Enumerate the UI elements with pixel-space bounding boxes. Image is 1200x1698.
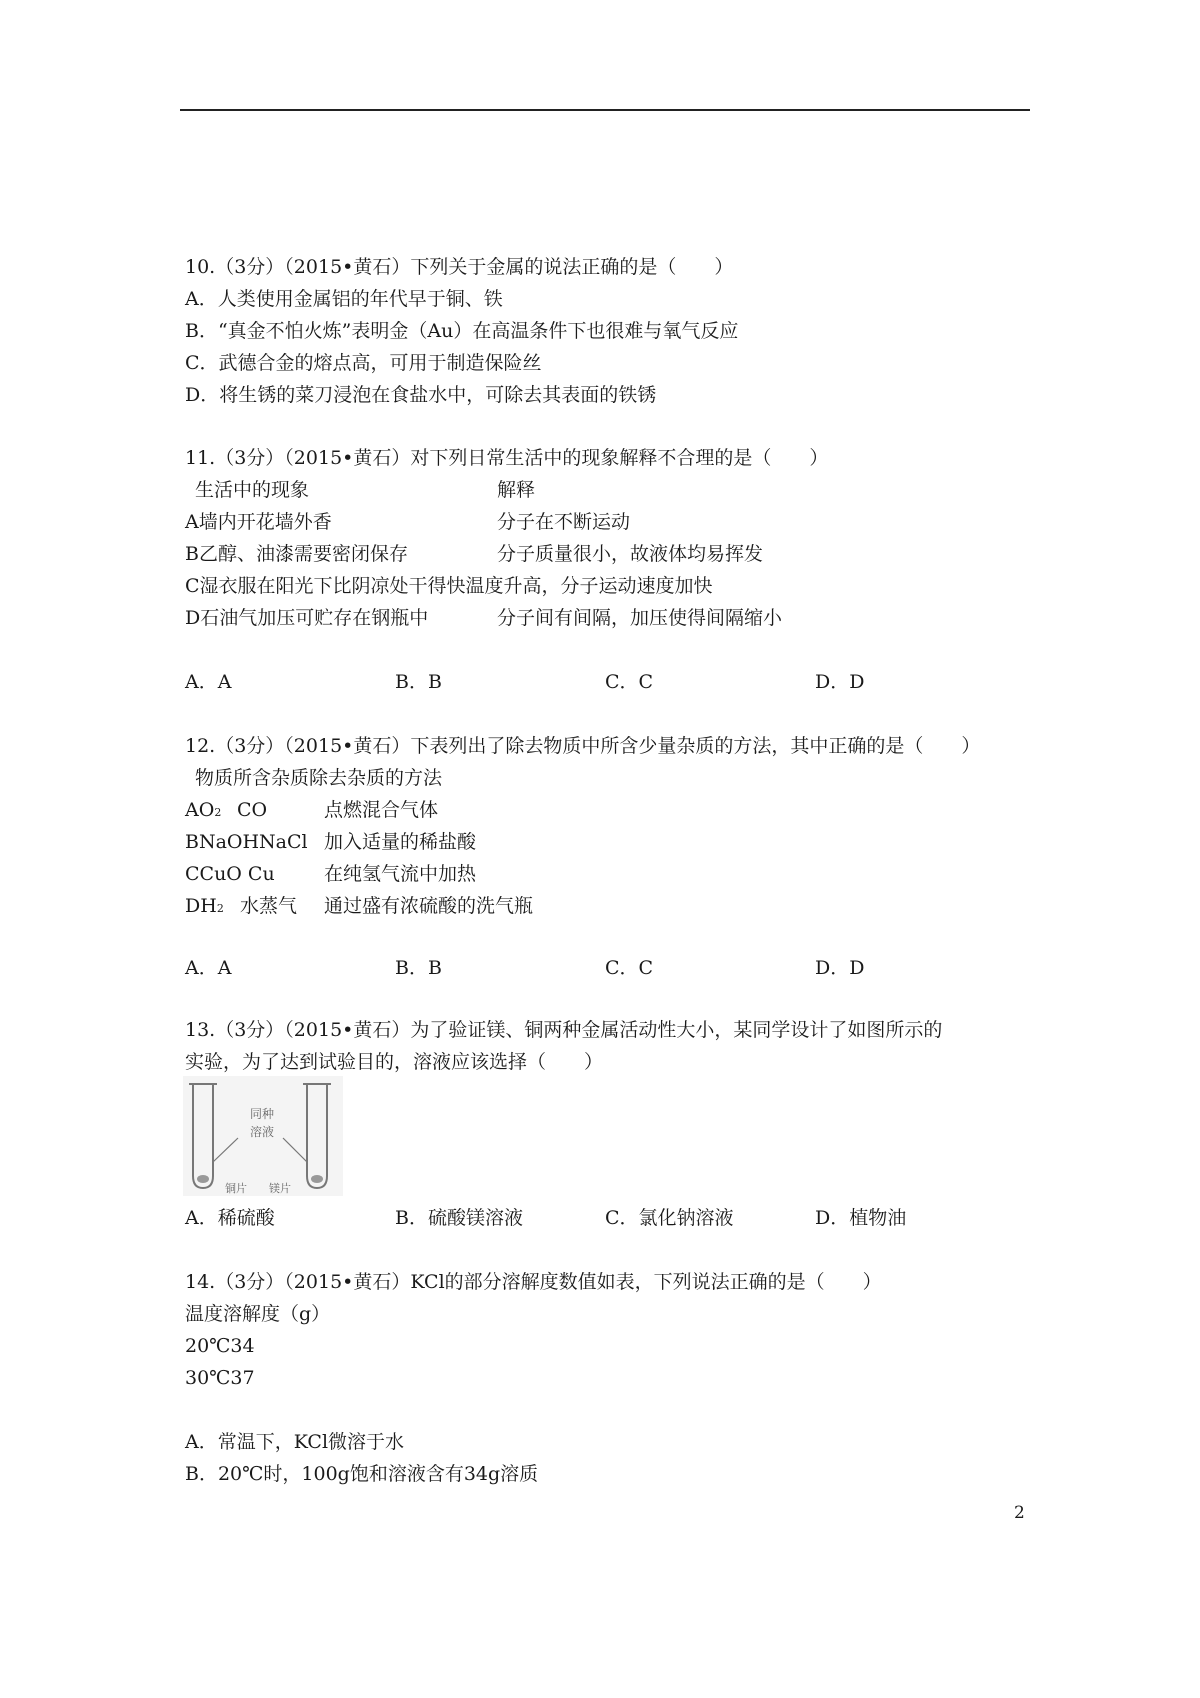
q12-row-a-substance: AO [185,799,215,821]
q12-stem: 12.（3分）（2015•黄石）下表列出了除去物质中所含少量杂质的方法，其中正确的是（ ） [185,735,981,757]
header-rule [180,109,1030,111]
q14-table-header: 温度溶解度（g） [185,1303,331,1325]
q12-row-b-substance: BNaOHNaCl [185,831,308,853]
q11-row-c: C湿衣服在阳光下比阴凉处干得快温度升高，分子运动速度加快 [185,575,713,597]
q13-option-b: B．硫酸镁溶液 [395,1207,523,1229]
q11-row-b-phenomenon: B乙醇、油漆需要密闭保存 [185,543,408,565]
q11-header-explanation: 解释 [497,479,536,501]
q12-option-a: A．A [185,957,232,979]
q13-stem-line1: 13.（3分）（2015•黄石）为了验证镁、铜两种金属活动性大小，某同学设计了如图所示的 [185,1019,943,1041]
q11-row-d-explanation: 分子间有间隔，加压使得间隔缩小 [497,607,783,629]
q11-option-b: B．B [395,671,442,693]
q10-stem: 10.（3分）（2015•黄石）下列关于金属的说法正确的是（ ） [185,256,734,278]
q12-table-header: 物质所含杂质除去杂质的方法 [195,767,443,789]
q10-option-b: B．“真金不怕火炼”表明金（Au）在高温条件下也很难与氧气反应 [185,320,739,342]
q12-row-b-method: 加入适量的稀盐酸 [324,831,477,853]
q12-row-a-subscript: 2 [214,806,222,819]
q14-option-b: B．20℃时，100g饱和溶液含有34g溶质 [185,1463,539,1485]
q12-row-a-impurity: CO [237,799,268,821]
q11-stem: 11.（3分）（2015•黄石）对下列日常生活中的现象解释不合理的是（ ） [185,447,829,469]
figure-label-solution: 溶液 [250,1125,275,1139]
q11-header-phenomenon: 生活中的现象 [195,479,310,501]
q12-row-c-substance: CCuO Cu [185,863,275,885]
q12-row-c-method: 在纯氢气流中加热 [324,863,477,885]
q13-option-a: A．稀硫酸 [185,1207,275,1229]
q11-option-c: C．C [605,671,654,693]
test-tube-figure [183,1076,343,1196]
q11-row-d-phenomenon: D石油气加压可贮存在钢瓶中 [185,607,429,629]
q13-stem-line2: 实验，为了达到试验目的，溶液应该选择（ ） [185,1051,604,1073]
left-metal-piece [197,1175,209,1183]
right-metal-piece [311,1175,323,1183]
figure-label-copper: 铜片 [225,1182,247,1195]
q13-option-d: D．植物油 [815,1207,907,1229]
q11-option-d: D．D [815,671,865,693]
q14-row-20c: 20℃34 [185,1335,255,1357]
figure-label-same: 同种 [250,1107,275,1121]
q14-stem: 14.（3分）（2015•黄石）KCl的部分溶解度数值如表，下列说法正确的是（ ） [185,1271,882,1293]
q12-row-d-subscript: 2 [216,902,224,915]
q14-option-a: A．常温下，KCl微溶于水 [185,1431,405,1453]
q10-option-d: D．将生锈的菜刀浸泡在食盐水中，可除去其表面的铁锈 [185,384,657,406]
page-number: 2 [1014,1503,1025,1523]
q12-row-d-impurity: 水蒸气 [240,895,298,917]
q14-row-30c: 30℃37 [185,1367,255,1389]
q11-row-a-explanation: 分子在不断运动 [497,511,631,533]
q12-row-d [185,894,224,921]
q12-row-a-method: 点燃混合气体 [324,799,439,821]
q10-option-c: C．武德合金的熔点高，可用于制造保险丝 [185,352,542,374]
q12-row-a [185,798,221,825]
q12-row-d-substance: DH [185,895,217,917]
q13-option-c: C．氯化钠溶液 [605,1207,734,1229]
q11-row-b-explanation: 分子质量很小，故液体均易挥发 [497,543,764,565]
q12-row-d-method: 通过盛有浓硫酸的洗气瓶 [324,895,534,917]
q12-option-b: B．B [395,957,442,979]
q12-option-c: C．C [605,957,654,979]
q12-option-d: D．D [815,957,865,979]
figure-label-magnesium: 镁片 [269,1182,291,1195]
q11-option-a: A．A [185,671,232,693]
q11-row-a-phenomenon: A墙内开花墙外香 [185,511,332,533]
q10-option-a: A．人类使用金属铝的年代早于铜、铁 [185,288,503,310]
